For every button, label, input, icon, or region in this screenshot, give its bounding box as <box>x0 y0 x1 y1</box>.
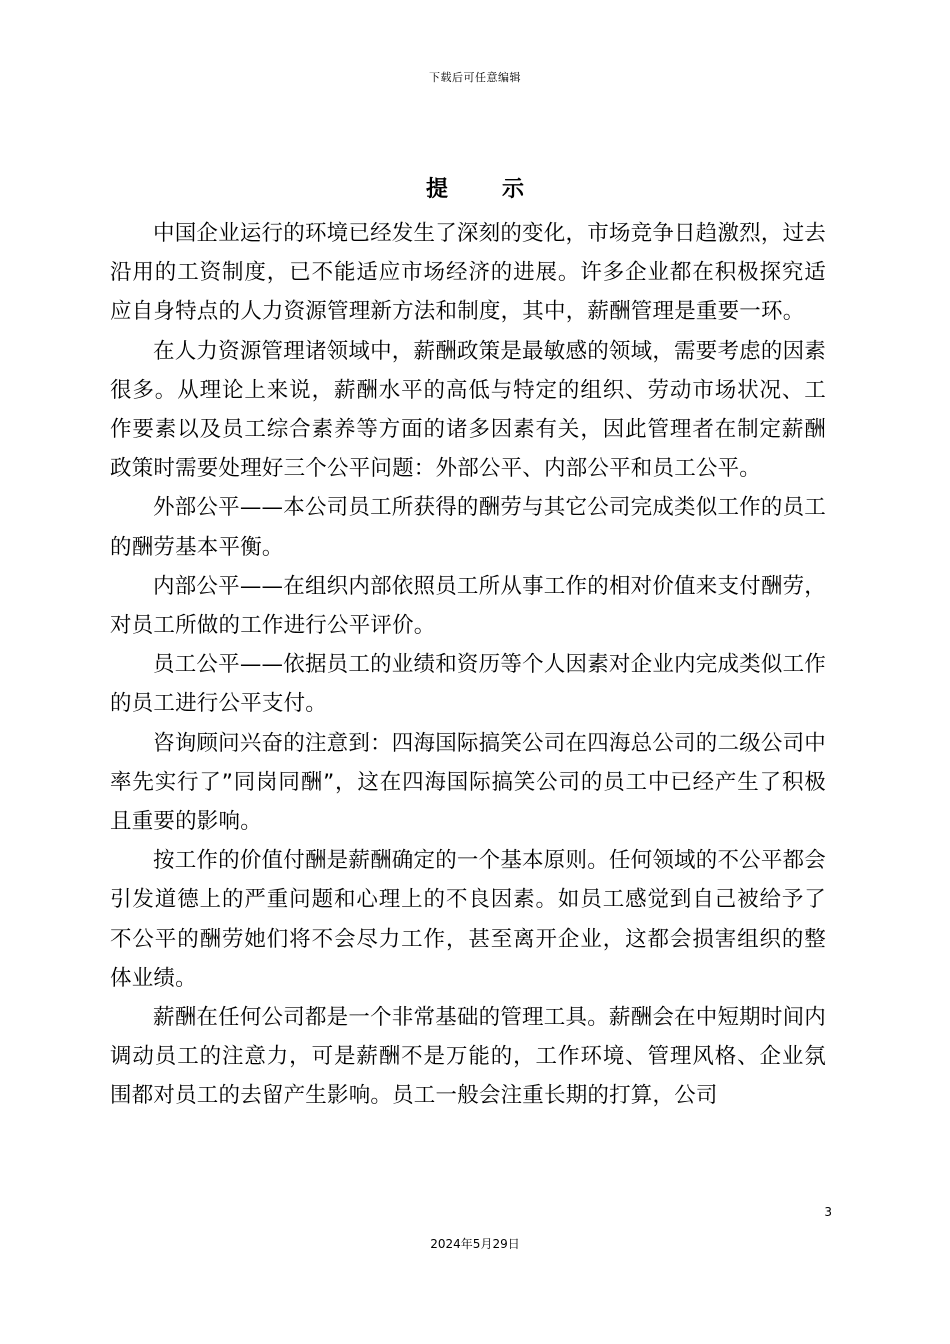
footer-date: 2024年5月29日 <box>430 1237 520 1251</box>
paragraph: 内部公平——在组织内部依照员工所从事工作的相对价值来支付酬劳，对员工所做的工作进行公平评价。 <box>110 573 826 639</box>
paragraph: 外部公平——本公司员工所获得的酬劳与其它公司完成类似工作的员工的酬劳基本平衡。 <box>110 495 826 560</box>
paragraph: 咨询顾问兴奋的注意到：四海国际搞笑公司在四海总公司的二级公司中率先实行了”同岗同酬”，这在四海国际搞笑公司的员工中已经产生了积极且重要的影响。 <box>110 730 826 835</box>
paragraph: 中国企业运行的环境已经发生了深刻的变化，市场竞争日趋激烈，过去沿用的工资制度，已不能适应市场经济的进展。许多企业都在积极探究适应自身特点的人力资源管理新方法和制度，其中，薪酬管理是重要一环。 <box>110 221 826 325</box>
title-char-left: 提 <box>425 177 448 202</box>
paragraph: 在人力资源管理诸领域中，薪酬政策是最敏感的领域，需要考虑的因素很多。从理论上来说，薪酬水平的高低与特定的组织、劳动市场状况、工作要素以及员工综合素养等方面的诸多因素有关，因此管理者在制定薪酬政策时需要处理好三个公平问题：外部公平、内部公平和员工公平。 <box>110 338 826 482</box>
paragraph: 按工作的价值付酬是薪酬确定的一个基本原则。任何领域的不公平都会引发道德上的严重问题和心理上的不良因素。如员工感觉到自己被给予了不公平的酬劳她们将不会尽力工作，甚至离开企业，这都会损害组织的整体业绩。 <box>110 848 826 991</box>
paragraph: 薪酬在任何公司都是一个非常基础的管理工具。薪酬会在中短期时间内调动员工的注意力，可是薪酬不是万能的，工作环境、管理风格、企业氛围都对员工的去留产生影响。员工一般会注重长期的打算，公司 <box>110 1005 826 1109</box>
paragraph: 员工公平——依据员工的业绩和资历等个人因素对企业内完成类似工作的员工进行公平支付。 <box>110 652 826 717</box>
document-body <box>110 214 826 1116</box>
header-note: 下载后可任意编辑 <box>429 71 521 84</box>
title-char-right: 示 <box>502 177 525 202</box>
document-title <box>0 174 950 206</box>
page-number: 3 <box>824 1205 832 1219</box>
